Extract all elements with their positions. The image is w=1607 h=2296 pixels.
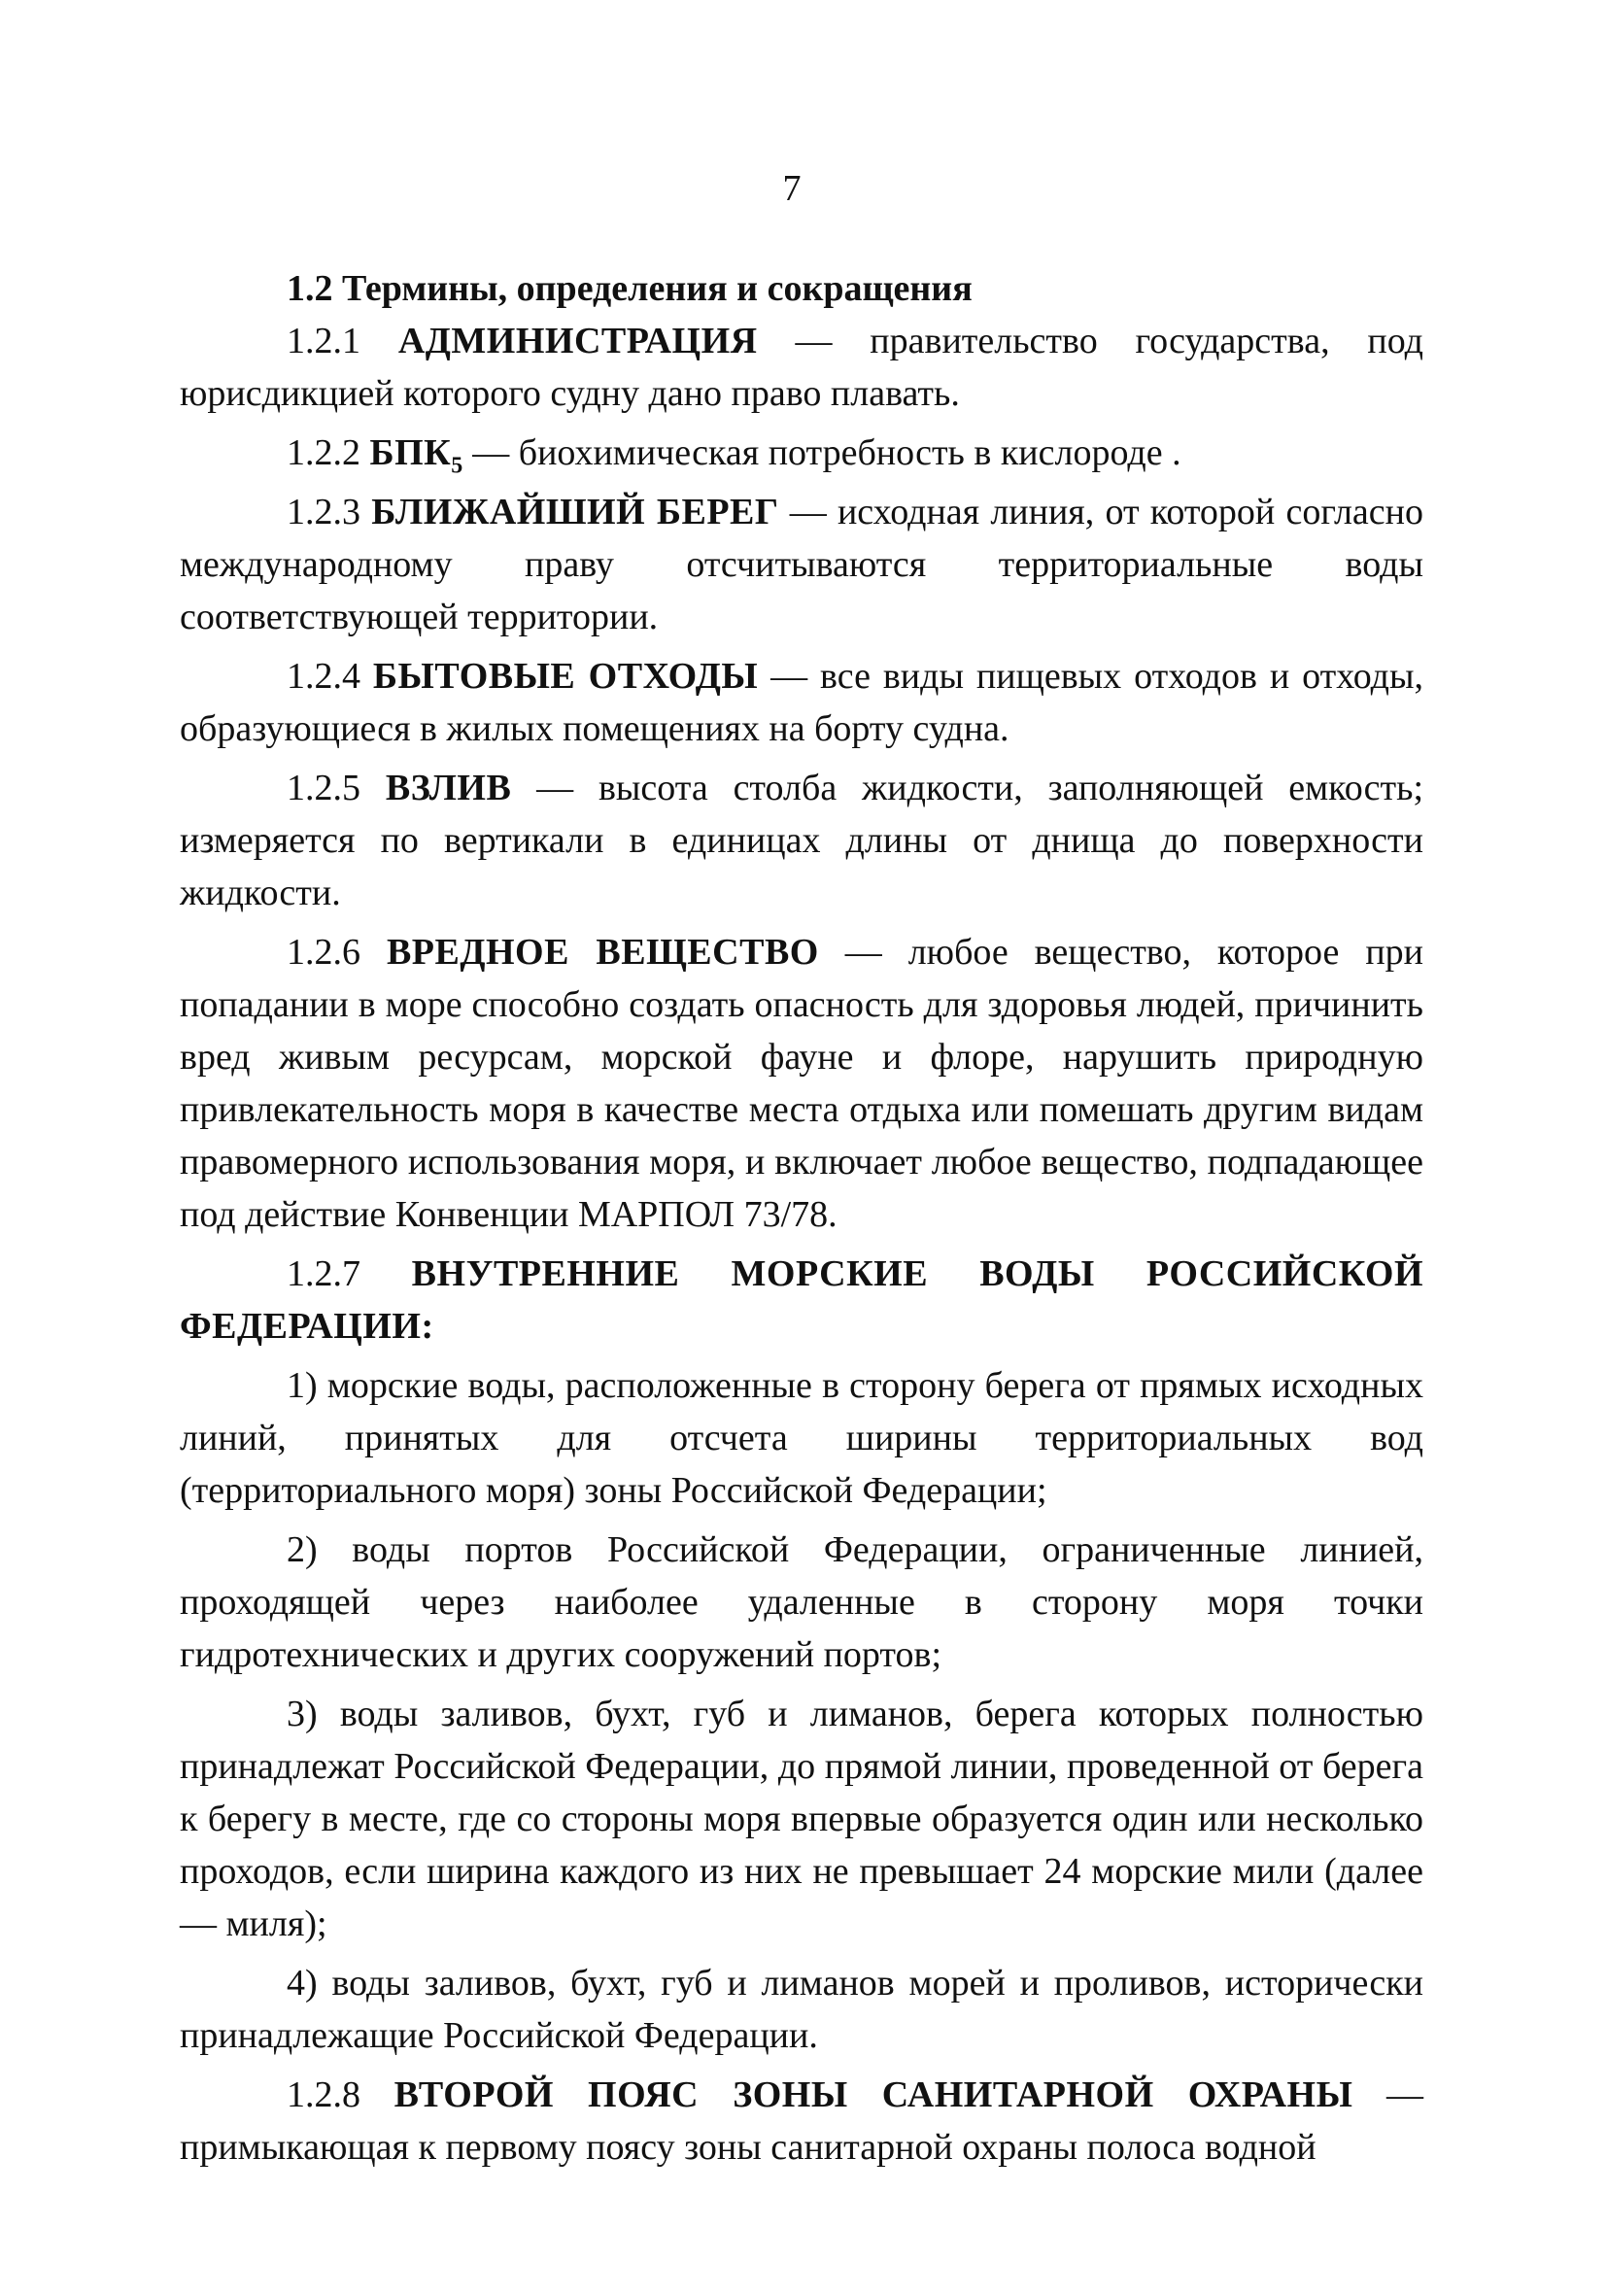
page-number: 7 <box>782 168 802 209</box>
entry-number: 1.2.8 <box>287 2074 360 2115</box>
definition-entry <box>180 486 1423 643</box>
definition-entry <box>180 926 1423 1241</box>
entry-number: 1.2.7 <box>287 1253 360 1294</box>
entry-term-text: БПК <box>369 432 452 473</box>
entry-term <box>369 432 463 479</box>
definition-entry <box>180 1248 1423 1353</box>
entry-number: 1.2.2 <box>287 432 360 473</box>
entry-definition: — все виды пищевых отходов и отходы, образующиеся в жилых помещениях на борту судна. <box>180 656 1424 749</box>
entry-number: 1.2.4 <box>287 656 360 697</box>
entry-definition: — высота столба жидкости, заполняющей емкость; измеряется по вертикали в единицах длины от днища до поверхности жидкости. <box>180 768 1424 913</box>
entry-number: 1.2.6 <box>287 932 360 973</box>
list-item: 4) воды заливов, бухт, губ и лиманов морей и проливов, исторически принадлежащие Российской Федерации. <box>180 1963 1423 2056</box>
entry-term: ВТОРОЙ ПОЯС ЗОНЫ САНИТАРНОЙ ОХРАНЫ <box>393 2074 1353 2115</box>
entry-term: ВЗЛИВ <box>385 768 512 808</box>
entry-number: 1.2.3 <box>287 492 360 532</box>
entry-definition: — правительство государства, под юрисдикцией которого судну дано право плавать. <box>180 321 1423 414</box>
definition-entry <box>180 427 1423 479</box>
list-item: 2) воды портов Российской Федерации, ограниченные линией, проходящей через наиболее удаленные в сторону моря точки гидротехнических и других сооружений портов; <box>180 1529 1423 1675</box>
entry-definition: — любое вещество, которое при попадании в море способно создать опасность для здоровья людей, причинить вред живым ресурсам, морской фауне и флоре, нарушить природную привлекательность моря в качестве места отдыха или помешать другим видам правомерного использования моря, и включает любое вещество, подпадающее под действие Конвенции МАРПОЛ 73/78. <box>180 932 1423 1235</box>
entry-term: БЫТОВЫЕ ОТХОДЫ <box>372 656 759 697</box>
entry-definition: — примыкающая к первому поясу зоны санитарной охраны полоса водной <box>180 2074 1423 2168</box>
definition-entry <box>180 650 1423 755</box>
entry-term: ВНУТРЕННИЕ МОРСКИЕ ВОДЫ РОССИЙСКОЙ ФЕДЕРАЦИИ: <box>180 1253 1424 1347</box>
definition-entry <box>180 315 1423 420</box>
document-body <box>180 262 1423 2180</box>
entry-definition: — исходная линия, от которой согласно международному праву отсчитываются территориальные воды соответствующей территории. <box>180 492 1424 637</box>
definition-entry <box>180 2069 1423 2174</box>
entry-term: БЛИЖАЙШИЙ БЕРЕГ <box>371 492 779 532</box>
entry-number: 1.2.5 <box>287 768 360 808</box>
entry-term: ВРЕДНОЕ ВЕЩЕСТВО <box>386 932 819 973</box>
entry-term-subscript: 5 <box>451 453 463 479</box>
entry-number: 1.2.1 <box>287 321 360 361</box>
list-item: 1) морские воды, расположенные в сторону берега от прямых исходных линий, принятых для отсчета ширины территориальных вод (территориального моря) зоны Российской Федерации; <box>180 1365 1423 1511</box>
entry-definition: — биохимическая потребность в кислороде . <box>462 432 1181 473</box>
entry-term: АДМИНИСТРАЦИЯ <box>397 321 758 361</box>
section-heading: 1.2 Термины, определения и сокращения <box>287 268 973 309</box>
definition-entry <box>180 762 1423 919</box>
list-item: 3) воды заливов, бухт, губ и лиманов, берега которых полностью принадлежат Российской Федерации, до прямой линии, проведенной от берега к берегу в месте, где со стороны моря впервые образуется один или несколько проходов, если ширина каждого из них не превышает 24 морские мили (далее — миля); <box>180 1694 1423 1944</box>
